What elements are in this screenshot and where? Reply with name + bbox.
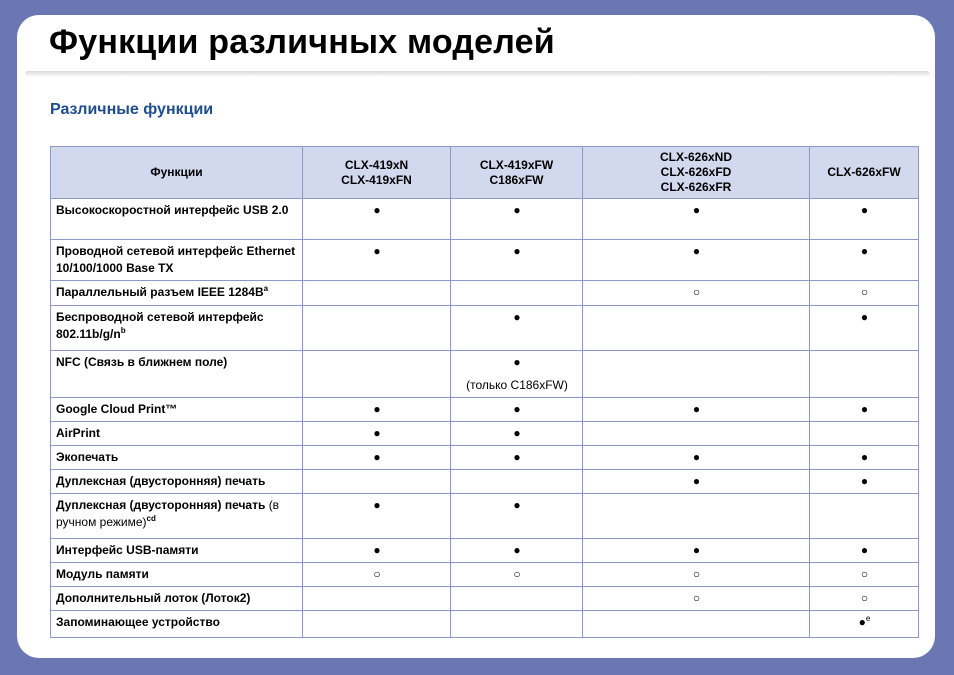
table-row: [51, 240, 919, 281]
supported-icon: ●: [513, 402, 521, 416]
supported-icon: ●: [373, 203, 381, 217]
table-row: [51, 563, 919, 587]
table-row: [51, 611, 919, 638]
support-cell: [583, 470, 810, 494]
supported-icon: ●: [692, 402, 701, 416]
supported-icon: ●: [513, 355, 521, 369]
support-cell: [583, 351, 810, 398]
supported-icon: ●: [858, 615, 866, 629]
support-cell: [810, 563, 919, 587]
feature-label: Дополнительный лоток (Лоток2): [56, 591, 251, 605]
feature-label: Дуплексная (двусторонняя) печать: [56, 498, 266, 512]
section-subtitle: Различные функции: [50, 101, 214, 118]
optional-icon: ○: [692, 567, 701, 581]
feature-cell: [51, 446, 303, 470]
support-cell: [303, 351, 451, 398]
support-cell: [303, 422, 451, 446]
feature-cell: [51, 199, 303, 240]
supported-icon: ●: [373, 543, 381, 557]
supported-icon: ●: [513, 426, 521, 440]
feature-label: Google Cloud Print™: [56, 402, 178, 416]
supported-icon: ●: [513, 244, 521, 258]
support-cell: [451, 494, 583, 539]
table-row: [51, 422, 919, 446]
table-header-row: [51, 147, 919, 199]
footnote-marker: b: [120, 326, 126, 335]
support-cell: [810, 398, 919, 422]
table-row: [51, 351, 919, 398]
support-cell: [451, 240, 583, 281]
feature-label: Беспроводной сетевой интерфейс 802.11b/g/n: [56, 310, 264, 341]
table-row: [51, 398, 919, 422]
table-row: [51, 494, 919, 539]
supported-icon: ●: [373, 402, 381, 416]
feature-cell: [51, 422, 303, 446]
supported-icon: ●: [373, 244, 381, 258]
support-cell: [583, 446, 810, 470]
supported-icon: ●: [513, 450, 521, 464]
support-cell: [810, 587, 919, 611]
header-model-group-1: [303, 147, 451, 199]
supported-icon: ●: [860, 244, 869, 258]
header-model-group-3: [583, 147, 810, 199]
feature-label: Параллельный разъем IEEE 1284B: [56, 285, 264, 299]
support-cell: [303, 240, 451, 281]
support-cell: [810, 199, 919, 240]
table-row: [51, 539, 919, 563]
optional-icon: ○: [860, 285, 869, 299]
support-cell: [303, 306, 451, 351]
supported-icon: ●: [692, 543, 701, 557]
support-cell: [451, 587, 583, 611]
supported-icon: ●: [373, 498, 381, 512]
footnote-marker: a: [263, 284, 269, 293]
header-text: CLX-419xN CLX-419xFN: [341, 157, 412, 187]
supported-icon: ●: [692, 203, 701, 217]
header-text: Функции: [150, 165, 203, 179]
support-cell: [810, 240, 919, 281]
title-divider: [25, 71, 930, 77]
feature-cell: [51, 240, 303, 281]
support-cell: [451, 470, 583, 494]
support-cell: [810, 539, 919, 563]
optional-icon: ○: [692, 285, 701, 299]
support-cell: [810, 306, 919, 351]
optional-icon: ○: [513, 567, 521, 581]
header-model-group-2: [451, 147, 583, 199]
feature-label: Модуль памяти: [56, 567, 149, 581]
cell-note: (только C186xFW): [466, 378, 568, 392]
supported-icon: ●: [692, 450, 701, 464]
footnote-marker: cd: [146, 514, 156, 523]
feature-label: Проводной сетевой интерфейс Ethernet 10/100/1000 Base TX: [56, 244, 296, 275]
feature-cell: [51, 351, 303, 398]
support-cell: [810, 470, 919, 494]
optional-icon: ○: [860, 591, 869, 605]
feature-cell: [51, 539, 303, 563]
support-cell: [303, 470, 451, 494]
support-cell: [451, 539, 583, 563]
supported-icon: ●: [860, 450, 869, 464]
optional-icon: ○: [373, 567, 381, 581]
feature-cell: [51, 470, 303, 494]
document-page: [17, 15, 935, 658]
feature-label: Запоминающее устройство: [56, 615, 220, 629]
support-cell: [451, 398, 583, 422]
support-cell: [810, 351, 919, 398]
support-cell: [583, 422, 810, 446]
support-cell: [303, 281, 451, 306]
features-table: [50, 146, 919, 638]
support-cell: [303, 539, 451, 563]
supported-icon: ●: [513, 203, 521, 217]
support-cell: [810, 281, 919, 306]
support-cell: [451, 563, 583, 587]
support-cell: [583, 398, 810, 422]
feature-cell: [51, 281, 303, 306]
footnote-marker: e: [865, 614, 871, 623]
header-text: CLX-419xFW C186xFW: [479, 157, 554, 187]
supported-icon: ●: [860, 543, 869, 557]
page-title: Функции различных моделей: [49, 23, 555, 61]
optional-icon: ○: [692, 591, 701, 605]
header-text: CLX-626xND CLX-626xFD CLX-626xFR: [659, 150, 733, 194]
header-text: CLX-626xFW: [827, 165, 901, 179]
feature-cell: [51, 398, 303, 422]
support-cell: [583, 539, 810, 563]
supported-icon: ●: [373, 450, 381, 464]
table-row: [51, 199, 919, 240]
feature-cell: [51, 563, 303, 587]
supported-icon: ●: [513, 310, 521, 324]
feature-cell: [51, 306, 303, 351]
support-cell: [451, 351, 583, 398]
support-cell: [810, 446, 919, 470]
supported-icon: ●: [860, 310, 869, 324]
support-cell: [451, 611, 583, 638]
supported-icon: ●: [692, 244, 701, 258]
support-cell: [583, 563, 810, 587]
support-cell: [451, 199, 583, 240]
supported-icon: ●: [373, 426, 381, 440]
supported-icon: ●: [860, 402, 869, 416]
supported-icon: ●: [513, 498, 521, 512]
support-cell: [583, 281, 810, 306]
supported-icon: ●: [692, 474, 701, 488]
supported-icon: ●: [513, 543, 521, 557]
support-cell: [583, 306, 810, 351]
table-row: [51, 446, 919, 470]
feature-label: NFC (Связь в ближнем поле): [56, 355, 228, 369]
feature-label: Интерфейс USB-памяти: [56, 543, 199, 557]
feature-label: Высокоскоростной интерфейс USB 2.0: [56, 203, 289, 217]
support-cell: [451, 446, 583, 470]
feature-cell: [51, 587, 303, 611]
feature-label: Экопечать: [56, 450, 119, 464]
support-cell: [303, 563, 451, 587]
table-row: [51, 587, 919, 611]
support-cell: [583, 240, 810, 281]
feature-label: Дуплексная (двусторонняя) печать: [56, 474, 266, 488]
support-cell: [451, 422, 583, 446]
header-model-group-4: [810, 147, 919, 199]
support-cell: [451, 306, 583, 351]
support-cell: [583, 611, 810, 638]
support-cell: [303, 587, 451, 611]
supported-icon: ●: [860, 203, 869, 217]
table-row: [51, 306, 919, 351]
support-cell: [451, 281, 583, 306]
header-features: [51, 147, 303, 199]
support-cell: [303, 199, 451, 240]
feature-cell: [51, 611, 303, 638]
support-cell: [810, 422, 919, 446]
support-cell: [583, 494, 810, 539]
support-cell: [583, 199, 810, 240]
support-cell: [810, 611, 919, 638]
support-cell: [810, 494, 919, 539]
feature-suffix: (в ручном режиме): [56, 498, 280, 529]
support-cell: [303, 611, 451, 638]
optional-icon: ○: [860, 567, 869, 581]
table-row: [51, 470, 919, 494]
feature-label: AirPrint: [56, 426, 101, 440]
supported-icon: ●: [860, 474, 869, 488]
support-cell: [303, 494, 451, 539]
support-cell: [303, 446, 451, 470]
support-cell: [303, 398, 451, 422]
feature-cell: [51, 494, 303, 539]
table-row: [51, 281, 919, 306]
support-cell: [583, 587, 810, 611]
